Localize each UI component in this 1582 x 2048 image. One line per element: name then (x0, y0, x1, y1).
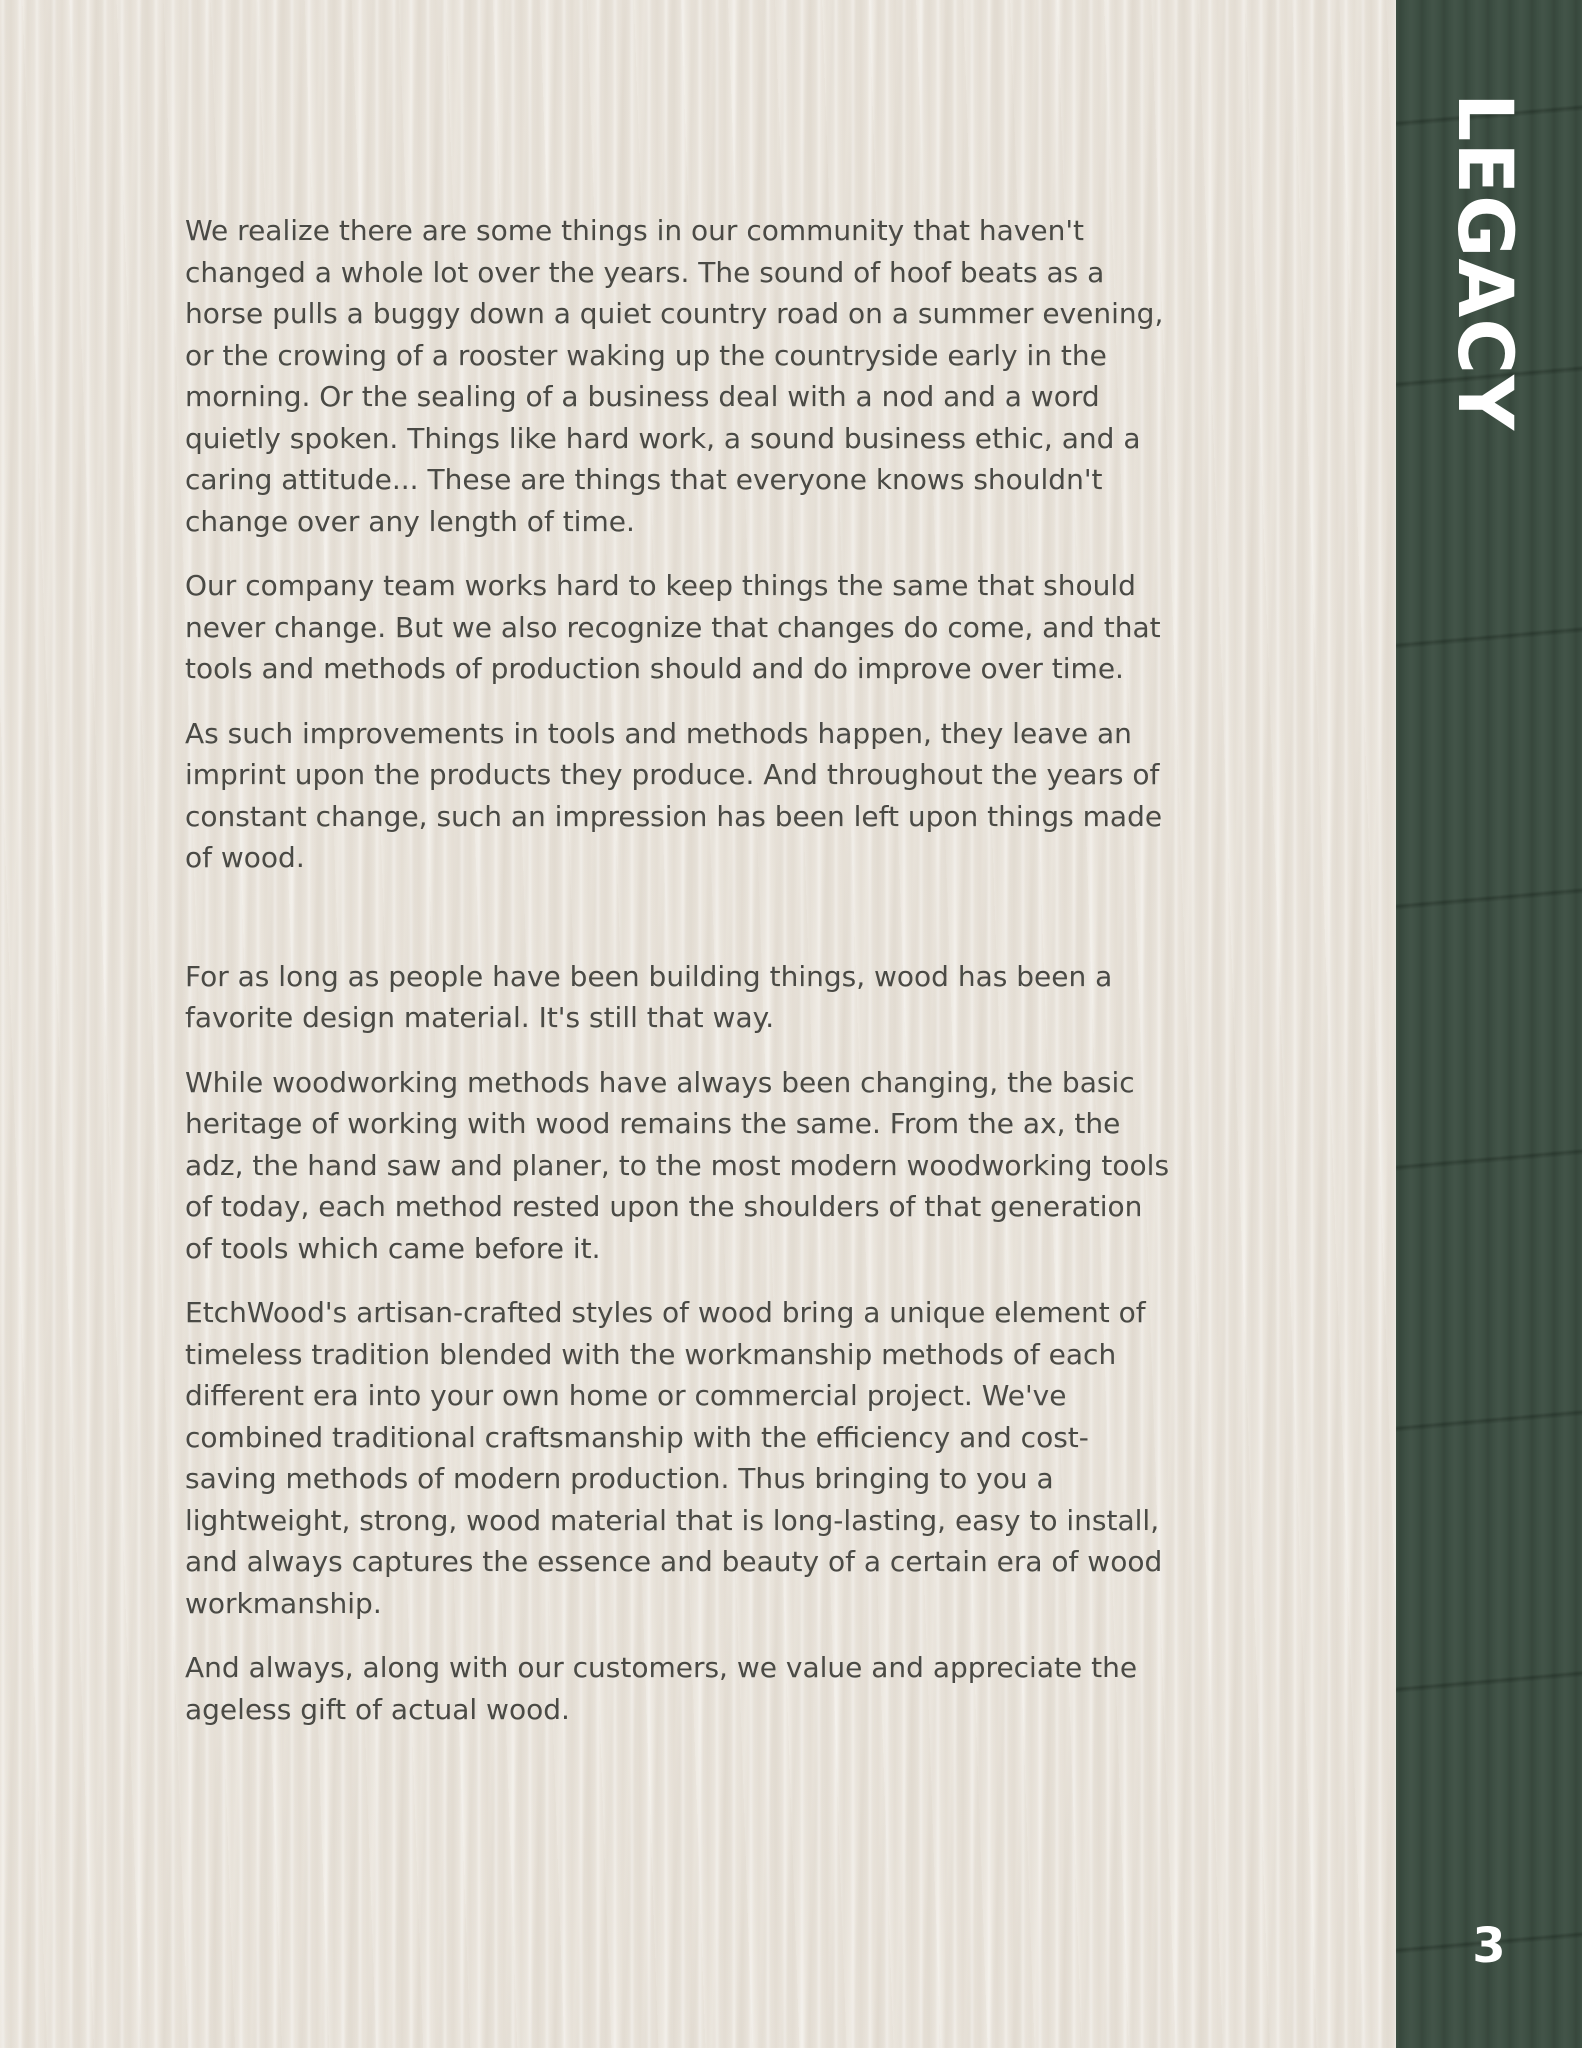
paragraph-etchwood-styles: EtchWood's artisan-crafted styles of wood bring a unique element of timeless tradition blended with the workmanship methods of each different era into your own home or commercial project. We've combined traditional craftsmanship with the efficiency and cost-saving methods of modern production. Thus bringing to you a lightweight, strong, wood material that is long-lasting, easy to install, and always captures the essence and beauty of a certain era of wood workmanship. (185, 1296, 1163, 1620)
paragraph-closing: And always, along with our customers, we value and appreciate the ageless gift of actual wood. (185, 1651, 1138, 1726)
page-number: 3 (1472, 1918, 1506, 1974)
paragraph-community: We realize there are some things in our community that haven't changed a whole lot over the years. The sound of hoof beats as a horse pulls a buggy down a quiet country road on a summer evening, or the crowing of a rooster waking up the countryside early in the morning. Or the sealing of a business deal with a nod and a word quietly spoken. Things like hard work, a sound business ethic, and a caring attitude... These are things that everyone knows shouldn't change over any length of time. (185, 214, 1164, 538)
paragraph-improvements: As such improvements in tools and methods happen, they leave an imprint upon the products they produce. And throughout the years of constant change, such an impression has been left upon things made of wood. (185, 716, 1163, 874)
paragraph-company-team: Our company team works hard to keep things the same that should never change. But we also recognize that changes do come, and that tools and methods of production should and do improve over time. (185, 569, 1161, 685)
body-text (185, 210, 1170, 1753)
paragraph-woodworking-methods: While woodworking methods have always been changing, the basic heritage of working with wood remains the same. From the ax, the adz, the hand saw and planer, to the most modern woodworking tools of today, each method rested upon the shoulders of that generation of tools which came before it. (185, 1065, 1170, 1265)
paragraph-wood-material: For as long as people have been building things, wood has been a favorite design material. It's still that way. (185, 959, 1113, 1034)
section-title: LEGACY (1441, 92, 1530, 432)
